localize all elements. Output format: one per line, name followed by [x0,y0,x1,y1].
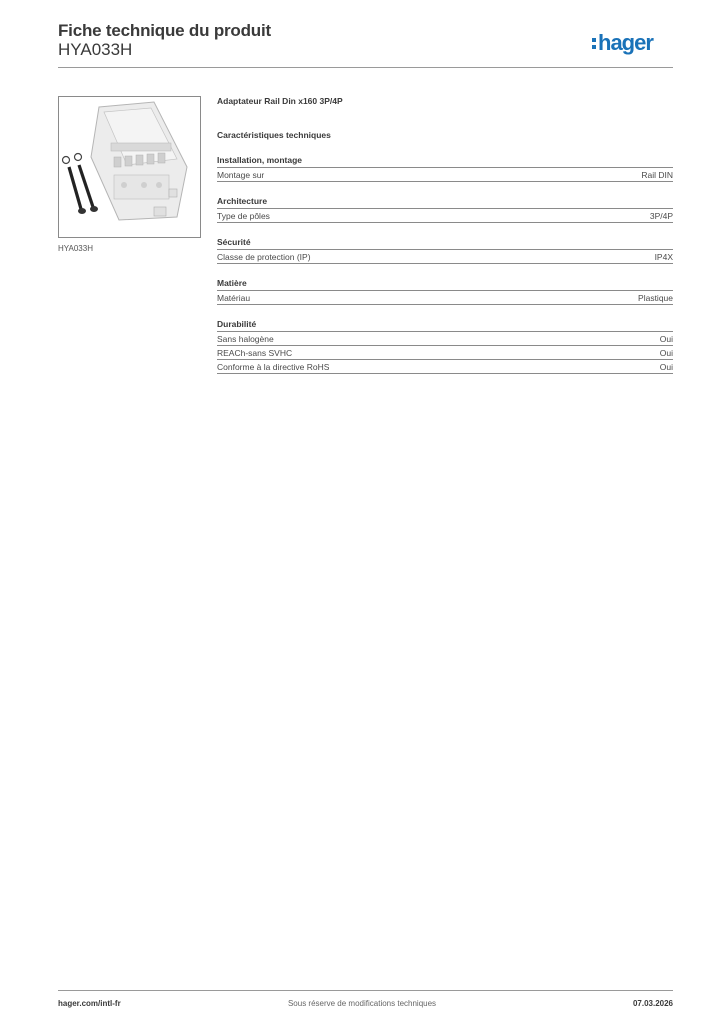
section-matiere [217,278,673,305]
spec-value: Plastique [638,293,673,303]
footer-date: 07.03.2026 [632,999,673,1008]
spec-value: Oui [659,334,673,344]
spec-label: Matériau [217,293,251,303]
screws-illustration [63,154,99,215]
adapter-plate-illustration [91,102,187,220]
spec-value: IP4X [654,252,673,262]
spec-panel [217,96,673,374]
hager-logo [591,27,675,57]
footer-notice: Sous réserve de modifications techniques [287,999,437,1008]
spec-row [217,250,673,264]
footer-website-link[interactable]: hager.com/intl-fr [58,999,121,1008]
header-divider [58,67,673,68]
spec-row [217,168,673,182]
spec-row [217,346,673,360]
product-code: HYA033H [58,40,133,59]
spec-row [217,209,673,223]
specs-heading: Caractéristiques techniques [217,130,331,140]
spec-label: Classe de protection (IP) [217,252,311,262]
spec-value: 3P/4P [649,211,673,221]
section-title: Architecture [217,196,673,209]
section-durabilite [217,319,673,374]
section-securite [217,237,673,264]
product-name: Adaptateur Rail Din x160 3P/4P [217,96,343,106]
section-title: Matière [217,278,673,291]
image-caption: HYA033H [58,244,93,253]
section-title: Sécurité [217,237,673,250]
spec-label: Type de pôles [217,211,270,221]
spec-row [217,291,673,305]
spec-row [217,332,673,346]
product-image [58,96,201,238]
section-installation [217,155,673,182]
document-title: Fiche technique du produit [58,21,271,40]
spec-row [217,360,673,374]
spec-label: Conforme à la directive RoHS [217,362,330,372]
hager-logo-text: hager [598,30,653,55]
spec-label: Montage sur [217,170,265,180]
spec-value: Oui [659,362,673,372]
section-title: Durabilité [217,319,673,332]
spec-value: Rail DIN [641,170,673,180]
spec-label: REACh-sans SVHC [217,348,293,358]
section-title: Installation, montage [217,155,673,168]
spec-value: Oui [659,348,673,358]
spec-label: Sans halogène [217,334,274,344]
section-architecture [217,196,673,223]
footer-divider [58,990,673,991]
